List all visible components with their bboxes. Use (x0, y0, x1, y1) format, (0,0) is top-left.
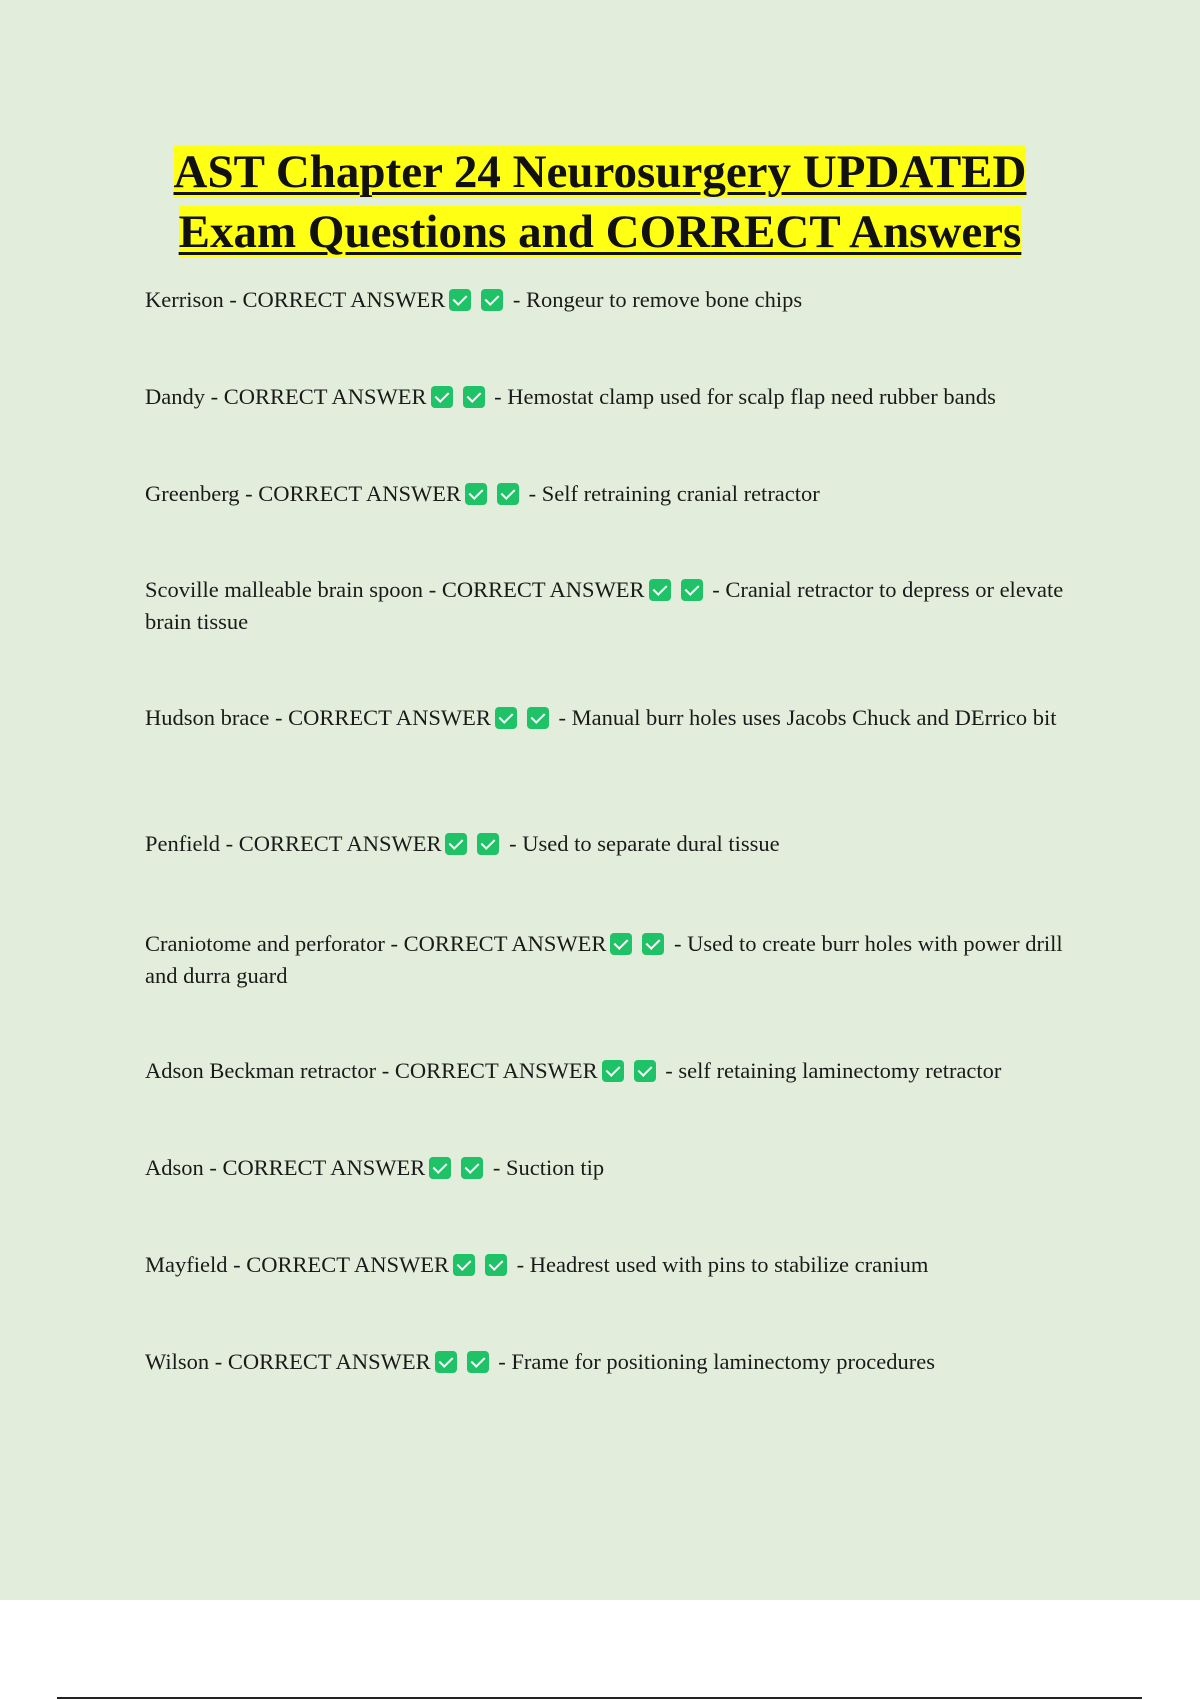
check-icon (527, 707, 549, 729)
check-icon (453, 1254, 475, 1276)
qa-item (145, 478, 1095, 510)
correct-answer-label: CORRECT ANSWER (258, 481, 462, 506)
check-icon (465, 483, 487, 505)
check-icon (610, 933, 632, 955)
answer: Rongeur to remove bone chips (525, 287, 803, 312)
term: Adson Beckman retractor (145, 1058, 377, 1083)
answer: Suction tip (506, 1155, 605, 1180)
check-icon (497, 483, 519, 505)
correct-answer-label: CORRECT ANSWER (227, 1349, 431, 1374)
separator: - (423, 577, 442, 602)
separator: - (269, 705, 289, 730)
qa-item (145, 928, 1095, 992)
separator: - (209, 1349, 228, 1374)
check-icon (602, 1060, 624, 1082)
qa-item (145, 574, 1095, 638)
check-icon (461, 1157, 483, 1179)
qa-item (145, 1346, 1095, 1378)
check-icon (634, 1060, 656, 1082)
correct-answer-label: CORRECT ANSWER (246, 1252, 449, 1277)
correct-answer-label: CORRECT ANSWER (403, 931, 607, 956)
term: Craniotome and perforator (145, 931, 385, 956)
separator: - (223, 287, 243, 312)
check-icon (431, 386, 453, 408)
term: Hudson brace (145, 705, 270, 730)
correct-answer-label: CORRECT ANSWER (223, 384, 427, 409)
check-icon (435, 1351, 457, 1373)
separator: - (219, 831, 239, 856)
separator: - (487, 1155, 507, 1180)
answer: Self retraining cranial retractor (541, 481, 820, 506)
separator: - (706, 577, 726, 602)
answer: Headrest used with pins to stabilize cranium (529, 1252, 929, 1277)
check-icon (681, 579, 703, 601)
term: Mayfield (145, 1252, 228, 1277)
correct-answer-label: CORRECT ANSWER (242, 287, 446, 312)
check-icon (445, 833, 467, 855)
term: Wilson (145, 1349, 210, 1374)
answer: self retaining laminectomy retractor (678, 1058, 1002, 1083)
term: Greenberg (145, 481, 240, 506)
separator: - (552, 705, 572, 730)
check-icon (642, 933, 664, 955)
separator: - (239, 481, 259, 506)
qa-item (145, 1152, 1095, 1184)
footer-divider (57, 1697, 1142, 1699)
check-icon (429, 1157, 451, 1179)
separator: - (205, 384, 224, 409)
check-icon (477, 833, 499, 855)
correct-answer-label: CORRECT ANSWER (288, 705, 491, 730)
separator: - (659, 1058, 679, 1083)
check-icon (467, 1351, 489, 1373)
separator: - (507, 287, 526, 312)
check-icon (463, 386, 485, 408)
separator: - (510, 1252, 530, 1277)
separator: - (523, 481, 542, 506)
qa-item (145, 702, 1095, 734)
answer: Frame for positioning laminectomy procedures (511, 1349, 936, 1374)
separator: - (227, 1252, 247, 1277)
check-icon (449, 289, 471, 311)
answer: Hemostat clamp used for scalp flap need rubber bands (507, 384, 996, 409)
term: Penfield (145, 831, 220, 856)
term: Dandy (145, 384, 205, 409)
separator: - (376, 1058, 395, 1083)
answer: Used to separate dural tissue (522, 831, 780, 856)
qa-item (145, 828, 1095, 860)
separator: - (203, 1155, 223, 1180)
correct-answer-label: CORRECT ANSWER (222, 1155, 426, 1180)
term: Scoville malleable brain spoon (145, 577, 424, 602)
title-line-2: Exam Questions and CORRECT Answers (178, 206, 1022, 258)
answer: Used to create burr holes with power drill and durra guard (145, 931, 1063, 988)
qa-item (145, 284, 1095, 316)
check-icon (485, 1254, 507, 1276)
qa-item (145, 1055, 1095, 1087)
correct-answer-label: CORRECT ANSWER (394, 1058, 598, 1083)
qa-item (145, 1249, 1095, 1281)
check-icon (481, 289, 503, 311)
answer: Manual burr holes uses Jacobs Chuck and DErrico bit (571, 705, 1057, 730)
separator: - (492, 1349, 512, 1374)
correct-answer-label: CORRECT ANSWER (441, 577, 645, 602)
correct-answer-label: CORRECT ANSWER (238, 831, 442, 856)
separator: - (668, 931, 688, 956)
check-icon (649, 579, 671, 601)
separator: - (384, 931, 404, 956)
qa-item (145, 381, 1095, 413)
title-line-1: AST Chapter 24 Neurosurgery UPDATED (173, 146, 1027, 198)
term: Adson (145, 1155, 204, 1180)
answer: Cranial retractor to depress or elevate brain tissue (145, 577, 1064, 634)
separator: - (488, 384, 508, 409)
check-icon (495, 707, 517, 729)
separator: - (503, 831, 523, 856)
term: Kerrison (145, 287, 224, 312)
document-title (0, 142, 1200, 262)
